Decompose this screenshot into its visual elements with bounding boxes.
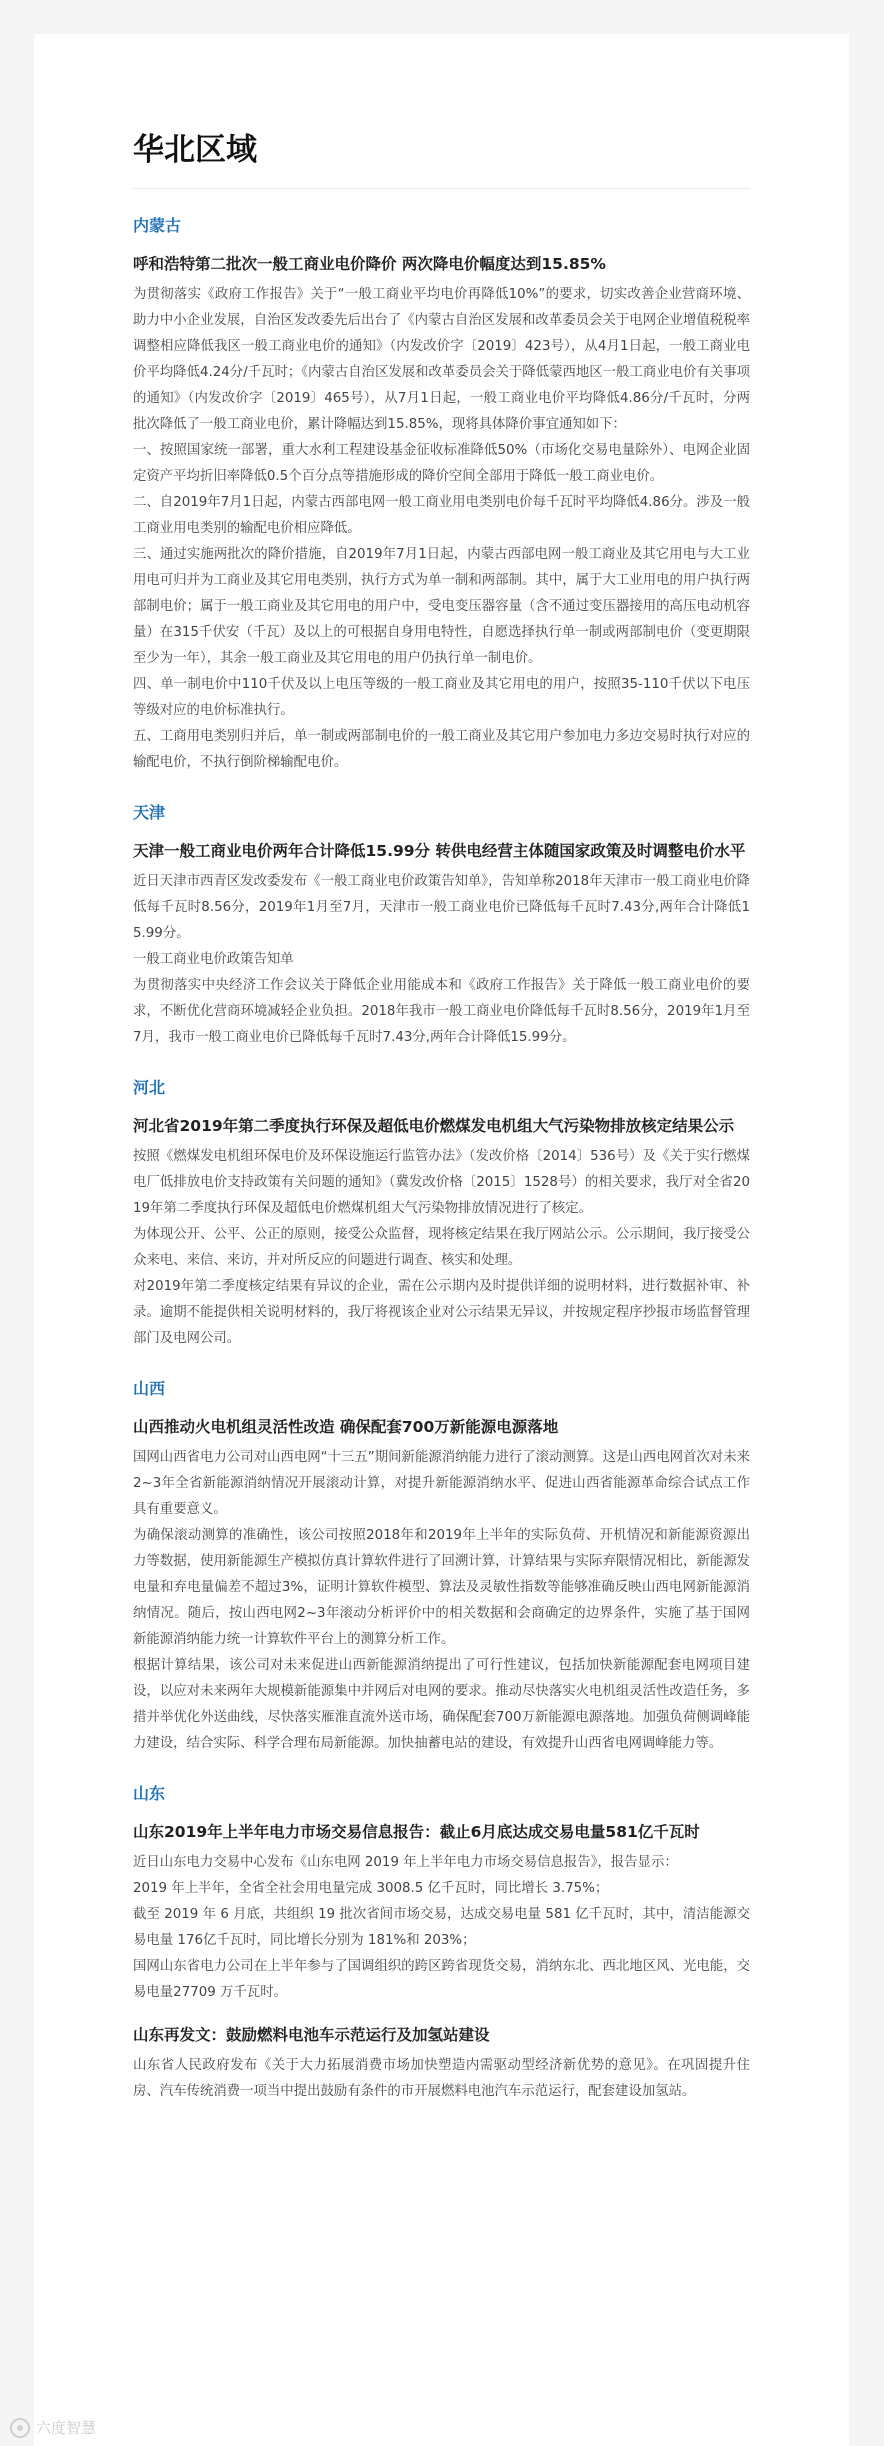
region-title: 山东 bbox=[133, 1784, 166, 1803]
article-paragraph: 根据计算结果，该公司对未来促进山西新能源消纳提出了可行性建议，包括加快新能源配套电网项目建设，以应对未来两年大规模新能源集中并网后对电网的要求。推动尽快落实火电机组灵活性改造任务，多措并举优化外送曲线，尽快落实雁淮直流外送市场，确保配套700万新能源电源落地。加强负荷侧调峰能力建设，结合实际、科学合理布局新能源。加快抽蓄电站的建设，有效提升山西省电网调峰能力等。 bbox=[133, 1658, 750, 1751]
article-title: 天津一般工商业电价两年合计降低15.99分 转供电经营主体随国家政策及时调整电价水平 bbox=[133, 842, 746, 860]
watermark-text: 六度智慧 bbox=[36, 2419, 97, 2437]
region-section bbox=[133, 802, 750, 1051]
news-article bbox=[133, 1819, 750, 2006]
regions-container bbox=[133, 215, 750, 2105]
article-paragraph: 一、按照国家统一部署，重大水利工程建设基金征收标准降低50%（市场化交易电量除外）、电网企业固定资产平均折旧率降低0.5个百分点等措施形成的降价空间全部用于降低一般工商业电价。 bbox=[133, 443, 750, 484]
article-paragraph: 国网山东省电力公司在上半年参与了国调组织的跨区跨省现货交易，消纳东北、西北地区风、光电能，交易电量27709 万千瓦时。 bbox=[133, 1959, 750, 2000]
news-article bbox=[133, 2022, 750, 2105]
article-paragraph: 近日山东电力交易中心发布《山东电网 2019 年上半年电力市场交易信息报告》，报告显示： bbox=[133, 1855, 678, 1870]
article-paragraph: 四、单一制电价中110千伏及以上电压等级的一般工商业及其它用电的用户，按照35-110千伏以下电压等级对应的电价标准执行。 bbox=[133, 677, 750, 718]
article-title: 呼和浩特第二批次一般工商业电价降价 两次降电价幅度达到15.85% bbox=[133, 255, 606, 273]
article-paragraph: 国网山西省电力公司对山西电网“十三五”期间新能源消纳能力进行了滚动测算。这是山西电网首次对未来2~3年全省新能源消纳情况开展滚动计算，对提升新能源消纳水平、促进山西省能源革命综合试点工作具有重要意义。 bbox=[133, 1450, 750, 1517]
article-paragraph: 五、工商用电类别归并后，单一制或两部制电价的一般工商业及其它用户参加电力多边交易时执行对应的输配电价，不执行倒阶梯输配电价。 bbox=[133, 729, 750, 770]
news-article bbox=[133, 1414, 750, 1757]
content-card bbox=[34, 34, 849, 2446]
region-section bbox=[133, 1378, 750, 1757]
watermark bbox=[10, 2417, 96, 2438]
news-article bbox=[133, 1113, 750, 1352]
region-title: 内蒙古 bbox=[133, 216, 182, 235]
region-title: 山西 bbox=[133, 1379, 166, 1398]
article-paragraph: 为贯彻落实《政府工作报告》关于“一般工商业平均电价再降低10%”的要求，切实改善企业营商环境、助力中小企业发展，自治区发改委先后出台了《内蒙古自治区发展和改革委员会关于电网企业增值税税率调整相应降低我区一般工商业电价的通知》（内发改价字〔2019〕423号），从4月1日起，一般工商业电价平均降低4.24分/千瓦时；《内蒙古自治区发展和改革委员会关于降低蒙西地区一般工商业电价有关事项的通知》（内发改价字〔2019〕465号），从7月1日起，一般工商业电价平均降低4.86分/千瓦时，分两批次降低了一般工商业电价，累计降幅达到15.85%，现将具体降价事宜通知如下： bbox=[133, 287, 750, 432]
article-paragraph: 截至 2019 年 6 月底，共组织 19 批次省间市场交易，达成交易电量 581 亿千瓦时，其中，清洁能源交易电量 176亿千瓦时，同比增长分别为 181%和 203%； bbox=[133, 1907, 750, 1948]
article-title: 河北省2019年第二季度执行环保及超低电价燃煤发电机组大气污染物排放核定结果公示 bbox=[133, 1117, 735, 1135]
article-paragraph: 对2019年第二季度核定结果有异议的企业，需在公示期内及时提供详细的说明材料，进行数据补审、补录。逾期不能提供相关说明材料的，我厅将视该企业对公示结果无异议，并按规定程序抄报市场监督管理部门及电网公司。 bbox=[133, 1279, 750, 1346]
region-section bbox=[133, 1077, 750, 1352]
news-article bbox=[133, 251, 750, 776]
article-paragraph: 近日天津市西青区发改委发布《一般工商业电价政策告知单》，告知单称2018年天津市一般工商业电价降低每千瓦时8.56分，2019年1月至7月，天津市一般工商业电价已降低每千瓦时7.43分,两年合计降低15.99分。 bbox=[133, 874, 750, 941]
article-paragraph: 按照《燃煤发电机组环保电价及环保设施运行监管办法》（发改价格〔2014〕536号）及《关于实行燃煤电厂低排放电价支持政策有关问题的通知》（冀发改价格〔2015〕1528号）的相关要求，我厅对全省2019年第二季度执行环保及超低电价燃煤机组大气污染物排放情况进行了核定。 bbox=[133, 1149, 750, 1216]
article-paragraph: 为确保滚动测算的准确性，该公司按照2018年和2019年上半年的实际负荷、开机情况和新能源资源出力等数据，使用新能源生产模拟仿真计算软件进行了回溯计算，计算结果与实际弃限情况相比，新能源发电量和弃电量偏差不超过3%，证明计算软件模型、算法及灵敏性指数等能够准确反映山西电网新能源消纳情况。随后，按山西电网2~3年滚动分析评价中的相关数据和会商确定的边界条件，实施了基于国网新能源消纳能力统一计算软件平台上的测算分析工作。 bbox=[133, 1528, 750, 1647]
page-title: 华北区域 bbox=[133, 130, 750, 189]
article-title: 山西推动火电机组灵活性改造 确保配套700万新能源电源落地 bbox=[133, 1418, 559, 1436]
region-title: 河北 bbox=[133, 1078, 166, 1097]
article-paragraph: 为贯彻落实中央经济工作会议关于降低企业用能成本和《政府工作报告》关于降低一般工商业电价的要求，不断优化营商环境减轻企业负担。2018年我市一般工商业电价降低每千瓦时8.56分，2019年1月至7月，我市一般工商业电价已降低每千瓦时7.43分,两年合计降低15.99分。 bbox=[133, 978, 750, 1045]
watermark-logo-icon bbox=[10, 2418, 30, 2438]
news-article bbox=[133, 838, 750, 1051]
region-section bbox=[133, 1783, 750, 2105]
article-paragraph: 为体现公开、公平、公正的原则，接受公众监督，现将核定结果在我厅网站公示。公示期间，我厅接受公众来电、来信、来访，并对所反应的问题进行调查、核实和处理。 bbox=[133, 1227, 750, 1268]
region-title: 天津 bbox=[133, 803, 166, 822]
article-title: 山东2019年上半年电力市场交易信息报告：截止6月底达成交易电量581亿千瓦时 bbox=[133, 1823, 700, 1841]
article-paragraph: 2019 年上半年，全省全社会用电量完成 3008.5 亿千瓦时，同比增长 3.75%； bbox=[133, 1881, 609, 1896]
article-paragraph: 一般工商业电价政策告知单 bbox=[133, 952, 294, 967]
article-paragraph: 三、通过实施两批次的降价措施，自2019年7月1日起，内蒙古西部电网一般工商业及其它用电与大工业用电可归并为工商业及其它用电类别，执行方式为单一制和两部制。其中，属于大工业用电的用户执行两部制电价；属于一般工商业及其它用电的用户中，受电变压器容量（含不通过变压器接用的高压电动机容量）在315千伏安（千瓦）及以上的可根据自身用电特性，自愿选择执行单一制或两部制电价（变更期限至少为一年），其余一般工商业及其它用电的用户仍执行单一制电价。 bbox=[133, 547, 750, 666]
article-paragraph: 二、自2019年7月1日起，内蒙古西部电网一般工商业用电类别电价每千瓦时平均降低4.86分。涉及一般工商业用电类别的输配电价相应降低。 bbox=[133, 495, 750, 536]
region-section bbox=[133, 215, 750, 776]
article-title: 山东再发文：鼓励燃料电池车示范运行及加氢站建设 bbox=[133, 2026, 490, 2044]
article-paragraph: 山东省人民政府发布《关于大力拓展消费市场加快塑造内需驱动型经济新优势的意见》。在巩固提升住房、汽车传统消费一项当中提出鼓励有条件的市开展燃料电池汽车示范运行，配套建设加氢站。 bbox=[133, 2058, 750, 2099]
